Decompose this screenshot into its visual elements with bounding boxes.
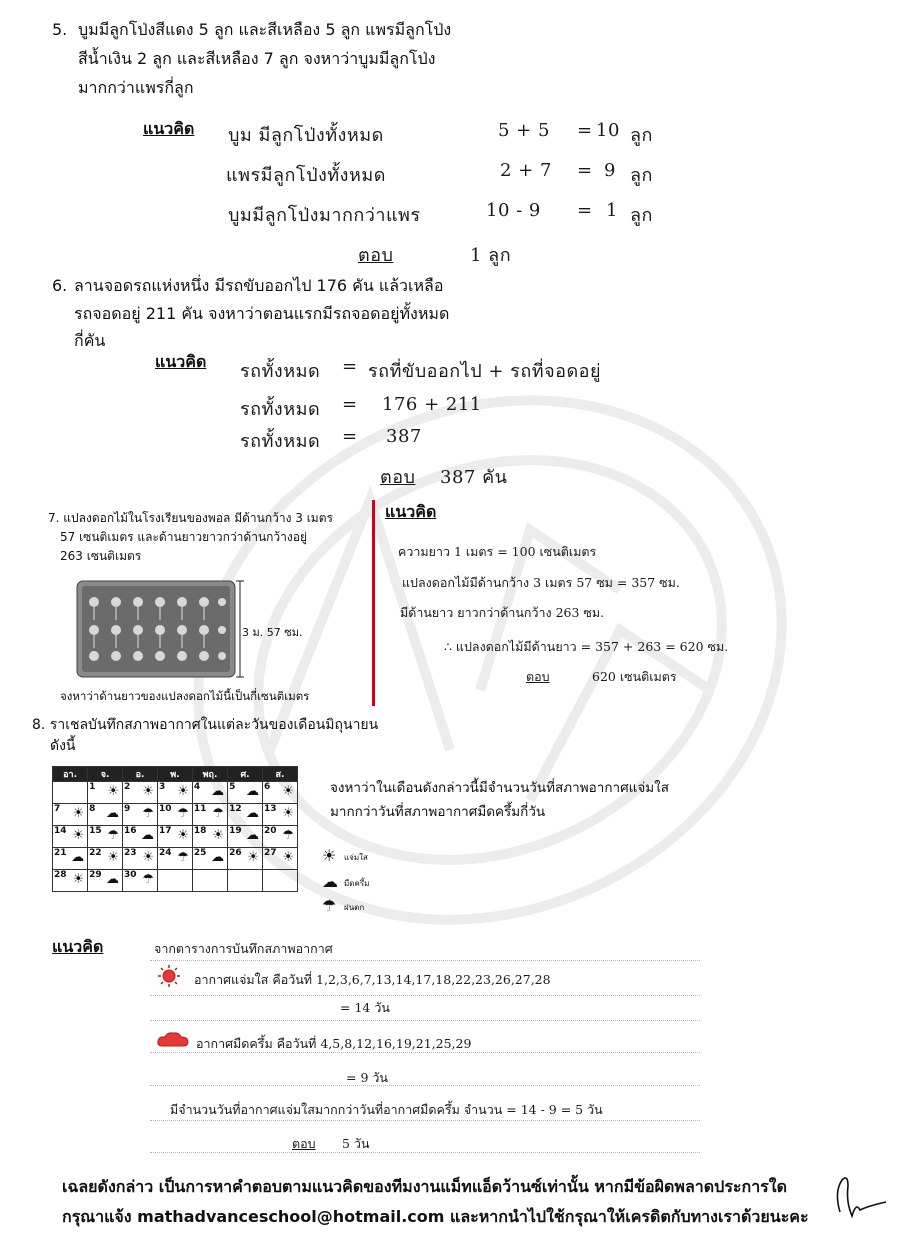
calendar-day-number: 2: [124, 782, 131, 792]
q5-row2-unit: ลูก: [630, 165, 653, 186]
q7-method-label: แนวคิด: [385, 502, 437, 521]
calendar-day-number: 20: [264, 826, 277, 836]
q6-row2-eq: =: [342, 394, 358, 415]
calendar-day-number: 16: [124, 826, 137, 836]
q5-row3-eq: =: [577, 200, 593, 221]
calendar-day-number: 25: [193, 848, 207, 858]
sun-icon: [157, 964, 181, 988]
legend-item-sunny: [322, 846, 402, 866]
calendar-day-cell: [53, 782, 88, 804]
cloud-icon: ☁: [106, 806, 120, 821]
q7-line-4: ∴ แปลงดอกไม้มีด้านยาว = 357 + 263 = 620 ซม.: [444, 639, 729, 654]
calendar-week-row: [53, 848, 298, 870]
q5-text-line-2: สีน้ำเงิน 2 ลูก และสีเหลือง 7 ลูก จงหาว่าบูมมีลูกโป่ง: [78, 49, 436, 68]
q8-line-5: = 9 วัน: [346, 1070, 388, 1085]
calendar-day-number: 13: [264, 804, 277, 814]
calendar-day-cell: [123, 826, 158, 848]
calendar-day-number: 29: [89, 870, 102, 880]
legend-rainy-label: ฝนตก: [344, 903, 365, 912]
q5-row1-expr: 5 + 5: [498, 120, 550, 141]
rain-icon: ☂: [142, 872, 154, 887]
sun-icon: ☀: [72, 806, 85, 821]
q7-question: จงหาว่าด้านยาวของแปลงดอกไม้นี้เป็นกี่เซนติเมตร: [60, 689, 310, 703]
sun-icon: ☀: [107, 784, 120, 799]
calendar-day-number: 14: [54, 826, 67, 836]
sun-icon: ☀: [282, 850, 294, 865]
rain-icon: ☂: [282, 828, 294, 843]
rain-icon: ☂: [322, 896, 337, 915]
q8-line-1: จากตารางการบันทึกสภาพอากาศ: [154, 941, 333, 956]
q6-number: 6.: [52, 276, 68, 295]
q5-row3-desc: บูมมีลูกโป่งมากกว่าแพร: [228, 205, 421, 226]
sun-icon: ☀: [72, 828, 85, 843]
sun-icon: ☀: [177, 784, 189, 799]
calendar-day-number: 5: [229, 782, 236, 792]
q6-row3-eq: =: [342, 426, 358, 447]
calendar-day-number: 30: [124, 870, 137, 880]
calendar-day-cell: [88, 804, 123, 826]
q7-dimension-label: 3 ม. 57 ซม.: [242, 626, 303, 639]
calendar-day-cell: [123, 782, 158, 804]
calendar-day-number: 27: [264, 848, 277, 858]
calendar-day-cell: [53, 804, 88, 826]
calendar-day-cell: [192, 804, 227, 826]
weather-calendar: [52, 766, 298, 892]
ruled-line: [150, 1120, 700, 1121]
calendar-header-day: พ.: [157, 767, 192, 782]
calendar-day-number: 15: [89, 826, 102, 836]
q5-row3-result: 1: [606, 200, 618, 221]
q8-text-line-1: 8. ราเชลบันทึกสภาพอากาศในแต่ละวันของเดือนมิถุนายน: [32, 717, 379, 733]
ruled-line: [150, 960, 700, 961]
calendar-day-number: 6: [264, 782, 271, 792]
q7-line-2: แปลงดอกไม้มีด้านกว้าง 3 เมตร 57 ซม = 357 ซม.: [402, 575, 680, 590]
q5-row2-desc: แพรมีลูกโป่งทั้งหมด: [226, 165, 386, 186]
q7-line-1: ความยาว 1 เมตร = 100 เซนติเมตร: [398, 544, 597, 559]
q5-number: 5.: [52, 20, 68, 39]
calendar-week-row: [53, 804, 298, 826]
sun-icon: ☀: [177, 828, 189, 843]
q8-question-line-1: จงหาว่าในเดือนดังกล่าวนี้มีจำนวนวันที่สภาพอากาศแจ่มใส: [330, 780, 669, 796]
calendar-day-number: 24: [158, 848, 172, 858]
q6-row1-desc: รถทั้งหมด: [240, 361, 321, 382]
cloud-icon: ☁: [140, 828, 154, 843]
q5-row2-expr: 2 + 7: [500, 160, 552, 181]
q6-row3-value: 387: [386, 426, 422, 447]
cloud-icon: ☁: [246, 828, 260, 843]
q8-line-3: = 14 วัน: [340, 1000, 390, 1015]
calendar-day-number: 26: [229, 848, 242, 858]
red-divider-line: [372, 500, 375, 706]
q6-text-line-1: ลานจอดรถแห่งหนึ่ง มีรถขับออกไป 176 คัน แล้วเหลือ: [74, 276, 444, 295]
calendar-day-cell: [263, 782, 298, 804]
sun-icon: ☀: [107, 850, 120, 865]
sun-icon: ☀: [212, 828, 225, 843]
sun-icon: ☀: [282, 806, 294, 821]
q8-answer-label: ตอบ: [292, 1136, 316, 1151]
rain-icon: ☂: [212, 806, 225, 821]
calendar-header-day: อา.: [53, 767, 88, 782]
q6-text-line-3: กี่คัน: [74, 331, 106, 350]
calendar-day-number: 22: [89, 848, 102, 858]
calendar-day-number: 1: [89, 782, 96, 792]
calendar-day-number: 9: [124, 804, 131, 814]
q8-line-2: อากาศแจ่มใส คือวันที่ 1,2,3,6,7,13,14,17,18,22,23,26,27,28: [194, 972, 551, 987]
sun-icon: ☀: [72, 872, 85, 887]
flower-bed-image: [76, 580, 236, 678]
cloud-icon: ☁: [106, 872, 120, 887]
q7-answer: 620 เซนติเมตร: [592, 669, 677, 684]
calendar-day-number: 10: [158, 804, 172, 814]
calendar-day-cell: [88, 782, 123, 804]
calendar-day-cell: [88, 848, 123, 870]
rain-icon: ☂: [107, 828, 120, 843]
q8-question-line-2: มากกว่าวันที่สภาพอากาศมืดครึ้มกี่วัน: [330, 804, 546, 820]
sun-icon: ☀: [322, 846, 337, 865]
legend-sunny-label: แจ่มใส: [344, 853, 368, 862]
q5-text-line-3: มากกว่าแพรกี่ลูก: [78, 78, 194, 97]
footer-line-1: เฉลยดังกล่าว เป็นการหาคำตอบตามแนวคิดของทีมงานแม็ทแอ็ดว้านซ์เท่านั้น หากมีข้อผิดพลาดประการใด: [62, 1177, 787, 1196]
calendar-week-row: [53, 782, 298, 804]
calendar-day-cell: [263, 804, 298, 826]
calendar-day-cell: [53, 826, 88, 848]
calendar-day-cell: [157, 870, 192, 892]
q6-answer-label: ตอบ: [380, 467, 416, 488]
rain-icon: ☂: [142, 806, 154, 821]
ruled-line: [150, 995, 700, 996]
calendar-day-cell: [192, 870, 227, 892]
sun-icon: ☀: [247, 850, 260, 865]
q6-row1-eq: =: [342, 356, 358, 377]
cloud-icon: ☁: [211, 850, 225, 865]
calendar-week-row: [53, 870, 298, 892]
calendar-day-number: 12: [229, 804, 242, 814]
footer-line-2: กรุณาแจ้ง mathadvanceschool@hotmail.com และหากนำไปใช้กรุณาให้เครดิตกับทางเราด้วยนะคะ: [62, 1207, 809, 1226]
signature: [830, 1172, 890, 1224]
cloud-icon: ☁: [322, 872, 338, 891]
legend-item-rainy: [322, 896, 402, 916]
ruled-line: [150, 1020, 700, 1021]
q6-row2-value: 176 + 211: [382, 394, 482, 415]
legend-cloudy-label: มืดครึ้ม: [344, 879, 370, 888]
rain-icon: ☂: [177, 806, 189, 821]
q5-answer: 1 ลูก: [470, 245, 512, 266]
calendar-day-cell: [157, 848, 192, 870]
calendar-day-cell: [53, 870, 88, 892]
calendar-header-day: ส.: [263, 767, 298, 782]
calendar-day-number: 7: [54, 804, 61, 814]
calendar-day-number: 19: [229, 826, 242, 836]
calendar-day-number: 4: [193, 782, 201, 792]
calendar-day-cell: [88, 826, 123, 848]
calendar-day-number: 23: [124, 848, 137, 858]
calendar-day-cell: [263, 848, 298, 870]
ruled-line: [150, 1152, 700, 1153]
calendar-header-day: พฤ.: [192, 767, 227, 782]
calendar-day-cell: [228, 870, 263, 892]
q5-text-line-1: บูมมีลูกโป่งสีแดง 5 ลูก และสีเหลือง 5 ลูก แพรมีลูกโป่ง: [78, 20, 452, 39]
cloud-icon: ☁: [246, 784, 260, 799]
calendar-day-cell: [53, 848, 88, 870]
q7-answer-label: ตอบ: [526, 669, 550, 684]
q6-row3-desc: รถทั้งหมด: [240, 431, 321, 452]
calendar-day-number: 8: [89, 804, 96, 814]
q5-row1-result: 10: [596, 120, 620, 141]
cloud-icon: ☁: [71, 850, 85, 865]
q6-method-label: แนวคิด: [155, 352, 207, 371]
calendar-day-number: 17: [158, 826, 172, 836]
q7-text-line-1: 7. แปลงดอกไม้ในโรงเรียนของพอล มีด้านกว้าง 3 เมตร: [48, 511, 333, 525]
calendar-day-cell: [157, 782, 192, 804]
q5-row1-eq: =: [577, 120, 593, 141]
q5-row1-unit: ลูก: [630, 125, 653, 146]
q8-line-6: มีจำนวนวันที่อากาศแจ่มใสมากกว่าวันที่อากาศมืดครึ้ม จำนวน = 14 - 9 = 5 วัน: [170, 1102, 603, 1117]
calendar-day-cell: [123, 870, 158, 892]
calendar-day-cell: [192, 782, 227, 804]
q8-line-4: อากาศมืดครึ้ม คือวันที่ 4,5,8,12,16,19,21,25,29: [196, 1036, 472, 1051]
q7-line-3: มีด้านยาว ยาวกว่าด้านกว้าง 263 ซม.: [400, 605, 605, 620]
q7-text-line-3: 263 เซนติเมตร: [60, 549, 142, 563]
calendar-week-row: [53, 826, 298, 848]
q5-row2-result: 9: [604, 160, 616, 181]
rain-icon: ☂: [177, 850, 189, 865]
ruled-line: [150, 1085, 700, 1086]
sun-icon: ☀: [282, 784, 294, 799]
q8-answer: 5 วัน: [342, 1136, 370, 1151]
q8-method-label: แนวคิด: [52, 937, 104, 956]
q6-text-line-2: รถจอดอยู่ 211 คัน จงหาว่าตอนแรกมีรถจอดอยู่ทั้งหมด: [74, 304, 450, 323]
q5-answer-label: ตอบ: [358, 245, 394, 266]
calendar-day-number: 11: [193, 804, 207, 814]
calendar-day-number: 21: [54, 848, 67, 858]
q8-text-line-2: ดังนี้: [50, 738, 76, 754]
cloud-icon: ☁: [211, 784, 225, 799]
q5-row3-unit: ลูก: [630, 205, 653, 226]
calendar-day-cell: [228, 848, 263, 870]
calendar-day-number: 3: [158, 782, 166, 792]
q7-text-line-2: 57 เซนติเมตร และด้านยาวยาวกว่าด้านกว้างอยู่: [60, 530, 307, 544]
calendar-day-cell: [263, 870, 298, 892]
calendar-day-cell: [228, 782, 263, 804]
cloud-icon: [156, 1030, 190, 1050]
q5-row3-expr: 10 - 9: [486, 200, 541, 221]
calendar-day-cell: [88, 870, 123, 892]
calendar-day-cell: [157, 804, 192, 826]
sun-icon: ☀: [142, 850, 154, 865]
calendar-day-cell: [123, 848, 158, 870]
calendar-day-cell: [192, 826, 227, 848]
calendar-day-number: 28: [54, 870, 67, 880]
calendar-day-cell: [228, 826, 263, 848]
calendar-day-cell: [263, 826, 298, 848]
q5-method-label: แนวคิด: [143, 119, 195, 138]
calendar-header-day: อ.: [123, 767, 158, 782]
cloud-icon: ☁: [246, 806, 260, 821]
legend-item-cloudy: [322, 872, 402, 892]
sun-icon: ☀: [142, 784, 154, 799]
q6-row2-desc: รถทั้งหมด: [240, 399, 321, 420]
calendar-header-day: ศ.: [228, 767, 263, 782]
calendar-day-number: 18: [193, 826, 207, 836]
calendar-day-cell: [123, 804, 158, 826]
q6-answer: 387 คัน: [440, 467, 508, 488]
q5-row2-eq: =: [577, 160, 593, 181]
q6-row1-value: รถที่ขับออกไป + รถที่จอดอยู่: [368, 361, 602, 382]
calendar-header-day: จ.: [88, 767, 123, 782]
q5-row1-desc: บูม มีลูกโป่งทั้งหมด: [228, 125, 384, 146]
calendar-day-cell: [157, 826, 192, 848]
calendar-day-cell: [228, 804, 263, 826]
calendar-day-cell: [192, 848, 227, 870]
